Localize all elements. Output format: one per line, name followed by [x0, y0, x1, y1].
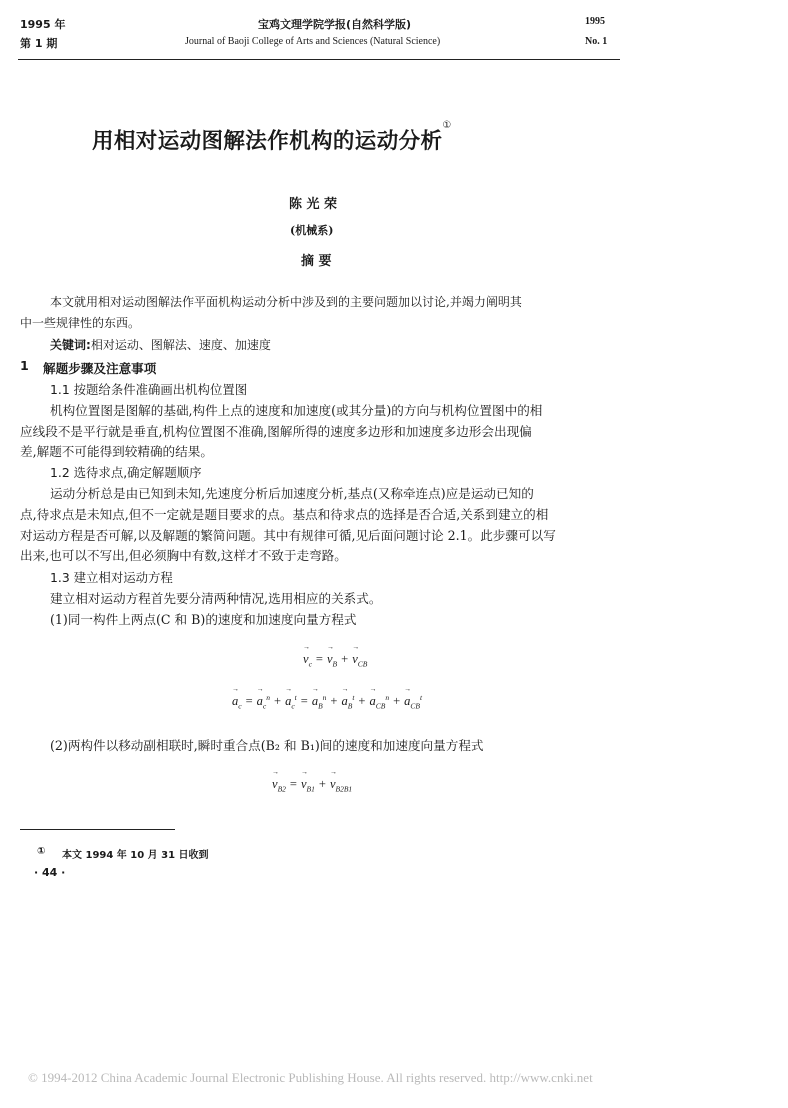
header-rule — [18, 59, 620, 60]
title-footnote-marker: ① — [442, 120, 452, 131]
velocity-equation-2: → $v_{B2} =\to v_{B1} +\to v_{B2B1}$ — [272, 777, 352, 794]
subsection-title: 1.1 按题给条件准确画出机构位置图 — [50, 382, 248, 397]
paragraph-line: 出来,也可以不写出,但必须胸中有数,这样才不致于走弯路。 — [20, 548, 347, 563]
keywords-text: 相对运动、图解法、速度、加速度 — [90, 338, 271, 352]
keywords-label: 关键词: — [50, 338, 91, 352]
copyright-notice: © 1994-2012 China Academic Journal Electronic Publishing House. All rights reserved. http://www.cnki.net — [28, 1070, 593, 1085]
footnote-rule — [20, 829, 175, 830]
paragraph-line: 机构位置图是图解的基础,构件上点的速度和加速度(或其分量)的方向与机构位置图中的相 — [50, 403, 543, 418]
abstract-heading: 摘 要 — [301, 254, 332, 269]
page-number: · 44 · — [34, 866, 66, 879]
abstract-line: 本文就用相对运动图解法作平面机构运动分析中涉及到的主要问题加以讨论,并竭力阐明其 — [50, 295, 522, 309]
footnote-marker: ① — [37, 846, 46, 857]
subsection-title: 1.2 选待求点,确定解题顺序 — [50, 465, 202, 480]
journal-title-en: Journal of Baoji College of Arts and Sciences (Natural Science) — [185, 36, 441, 47]
case-heading: (2)两构件以移动副相联时,瞬时重合点(B₂ 和 B₁)间的速度和加速度向量方程式 — [50, 738, 484, 753]
keywords — [50, 335, 271, 356]
subsection-title: 1.3 建立相对运动方程 — [50, 570, 173, 585]
acceleration-equation-1: → $a_c =\to a_c^n +\to a_c^t =\to a_B^n +\to a_B^t +\to a_{CB}^n +\to a_{CB}^t$ — [232, 693, 422, 711]
paragraph-line: 差,解题不可能得到较精确的结果。 — [20, 444, 213, 459]
header-year: 1995 年 — [20, 18, 66, 31]
abstract-line: 中一些规律性的东西。 — [20, 316, 141, 330]
affiliation: (机械系) — [290, 224, 334, 237]
header-year-en: 1995 — [585, 16, 605, 27]
paragraph-line: 建立相对运动方程首先要分清两种情况,选用相应的关系式。 — [50, 591, 382, 606]
paragraph-line: 点,待求点是未知点,但不一定就是题目要求的点。基点和待求点的选择是否合适,关系到建立的相 — [20, 507, 549, 522]
paragraph-line: 运动分析总是由已知到未知,先速度分析后加速度分析,基点(又称牵连点)应是运动已知的 — [50, 486, 534, 501]
case-heading: (1)同一构件上两点(C 和 B)的速度和加速度向量方程式 — [50, 612, 357, 627]
journal-title-cn: 宝鸡文理学院学报(自然科学版) — [258, 18, 412, 31]
paragraph-line: 对运动方程是否可解,以及解题的繁简问题。其中有规律可循,见后面问题讨论 2.1。此步骤可以写 — [20, 528, 556, 543]
article-title: 用相对运动图解法作机构的运动分析① — [92, 120, 452, 154]
author: 陈 光 荣 — [289, 197, 338, 212]
header-issue-en: No. 1 — [585, 36, 608, 47]
paragraph-line: 应线段不是平行就是垂直,机构位置图不准确,图解所得的速度多边形和加速度多边形会出现偏 — [20, 424, 532, 439]
footnote-text: 本文 1994 年 10 月 31 日收到 — [62, 850, 209, 861]
header-issue: 第 1 期 — [20, 37, 58, 50]
velocity-equation-1: → $v_c =\to v_B +\to v_{CB}$ — [303, 652, 367, 669]
section-title: 解题步骤及注意事项 — [43, 361, 157, 376]
section-number: 1 — [20, 358, 29, 373]
